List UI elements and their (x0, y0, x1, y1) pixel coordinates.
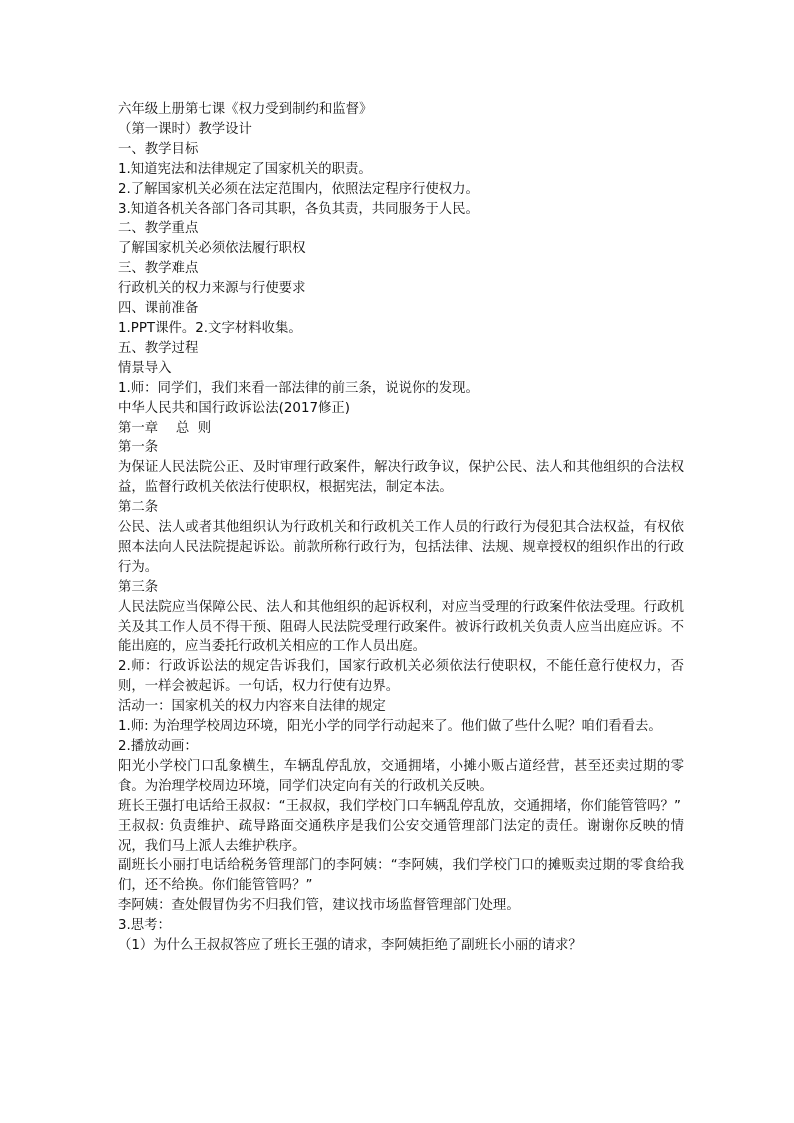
chapter-heading: 第一章 总 则 (118, 420, 212, 436)
dialogue-line: 王叔叔: 负责维护、疏导路面交通秩序是我们公安交通管理部门法定的责任。谢谢你反映的情况，我们马上派人去维护秩序。 (118, 818, 684, 854)
list-item: 1.知道宪法和法律规定了国家机关的职责。 (118, 161, 372, 177)
subsection-heading: 情景导入 (118, 360, 172, 376)
document-title: 六年级上册第七课《权力受到制约和监督》 (118, 102, 373, 117)
article-heading: 第三条 (118, 579, 159, 595)
paragraph: 行政机关的权力来源与行使要求 (118, 281, 306, 297)
dialogue-line: 李阿姨：查处假冒伪劣不归我们管，建议找市场监督管理部门处理。 (118, 898, 520, 914)
paragraph: 2.播放动画： (118, 739, 198, 754)
article-text: 公民、法人或者其他组织认为行政机关和行政机关工作人员的行政行为侵犯其合法权益，有权依照本法向人民法院提起诉讼。前款所称行政行为，包括法律、法规、规章授权的组织作出的行政行为。 (118, 520, 684, 575)
article-heading: 第一条 (118, 440, 159, 456)
list-item: 2.了解国家机关必须在法定范围内，依照法定程序行使权力。 (118, 181, 479, 197)
list-item: 3.知道各机关各部门各司其职，各负其责，共同服务于人民。 (118, 201, 479, 217)
section-heading: 一、教学目标 (118, 141, 199, 157)
question-item: （1）为什么王叔叔答应了班长王强的请求，李阿姨拒绝了副班长小丽的请求？ (118, 938, 582, 954)
paragraph: 2.师：行政诉讼法的规定告诉我们，国家行政机关必须依法行使职权，不能任意行使权力，否则，一样会被起诉。一句话，权力行使有边界。 (118, 659, 684, 695)
paragraph: 阳光小学校门口乱象横生，车辆乱停乱放，交通拥堵，小摊小贩占道经营，甚至还卖过期的零食。为治理学校周边环境，同学们决定向有关的行政机关反映。 (118, 758, 684, 794)
dialogue-line: 班长王强打电话给王叔叔：“王叔叔，我们学校门口车辆乱停乱放，交通拥堵，你们能管管吗？” (118, 798, 681, 814)
section-heading: 二、教学重点 (118, 221, 199, 237)
paragraph: 了解国家机关必须依法履行职权 (118, 241, 306, 257)
document-subtitle: （第一课时）教学设计 (118, 121, 252, 137)
paragraph: 1.PPT课件。2.文字材料收集。 (118, 320, 302, 336)
law-title: 中华人民共和国行政诉讼法(2017修正) (118, 400, 350, 416)
section-heading: 四、课前准备 (118, 301, 199, 317)
section-heading: 三、教学难点 (118, 261, 199, 277)
document-body (118, 100, 684, 956)
dialogue-line: 副班长小丽打电话给税务管理部门的李阿姨：“李阿姨，我们学校门口的摊贩卖过期的零食给我们，还不给换。你们能管管吗？” (118, 858, 684, 894)
paragraph: 1.师：同学们，我们来看一部法律的前三条，说说你的发现。 (118, 380, 479, 396)
paragraph: 1.师: 为治理学校周边环境，阳光小学的同学行动起来了。他们做了些什么呢？咱们看看去。 (118, 719, 662, 735)
paragraph: 3.思考： (118, 918, 171, 934)
activity-heading: 活动一：国家机关的权力内容来自法律的规定 (118, 699, 386, 715)
article-text: 人民法院应当保障公民、法人和其他组织的起诉权利，对应当受理的行政案件依法受理。行政机关及其工作人员不得干预、阻碍人民法院受理行政案件。被诉行政机关负责人应当出庭应诉。不能出庭的，应当委托行政机关相应的工作人员出庭。 (118, 599, 684, 655)
article-heading: 第二条 (118, 500, 159, 516)
section-heading: 五、教学过程 (118, 340, 199, 356)
article-text: 为保证人民法院公正、及时审理行政案件，解决行政争议，保护公民、法人和其他组织的合法权益，监督行政机关依法行使职权，根据宪法，制定本法。 (118, 460, 684, 496)
